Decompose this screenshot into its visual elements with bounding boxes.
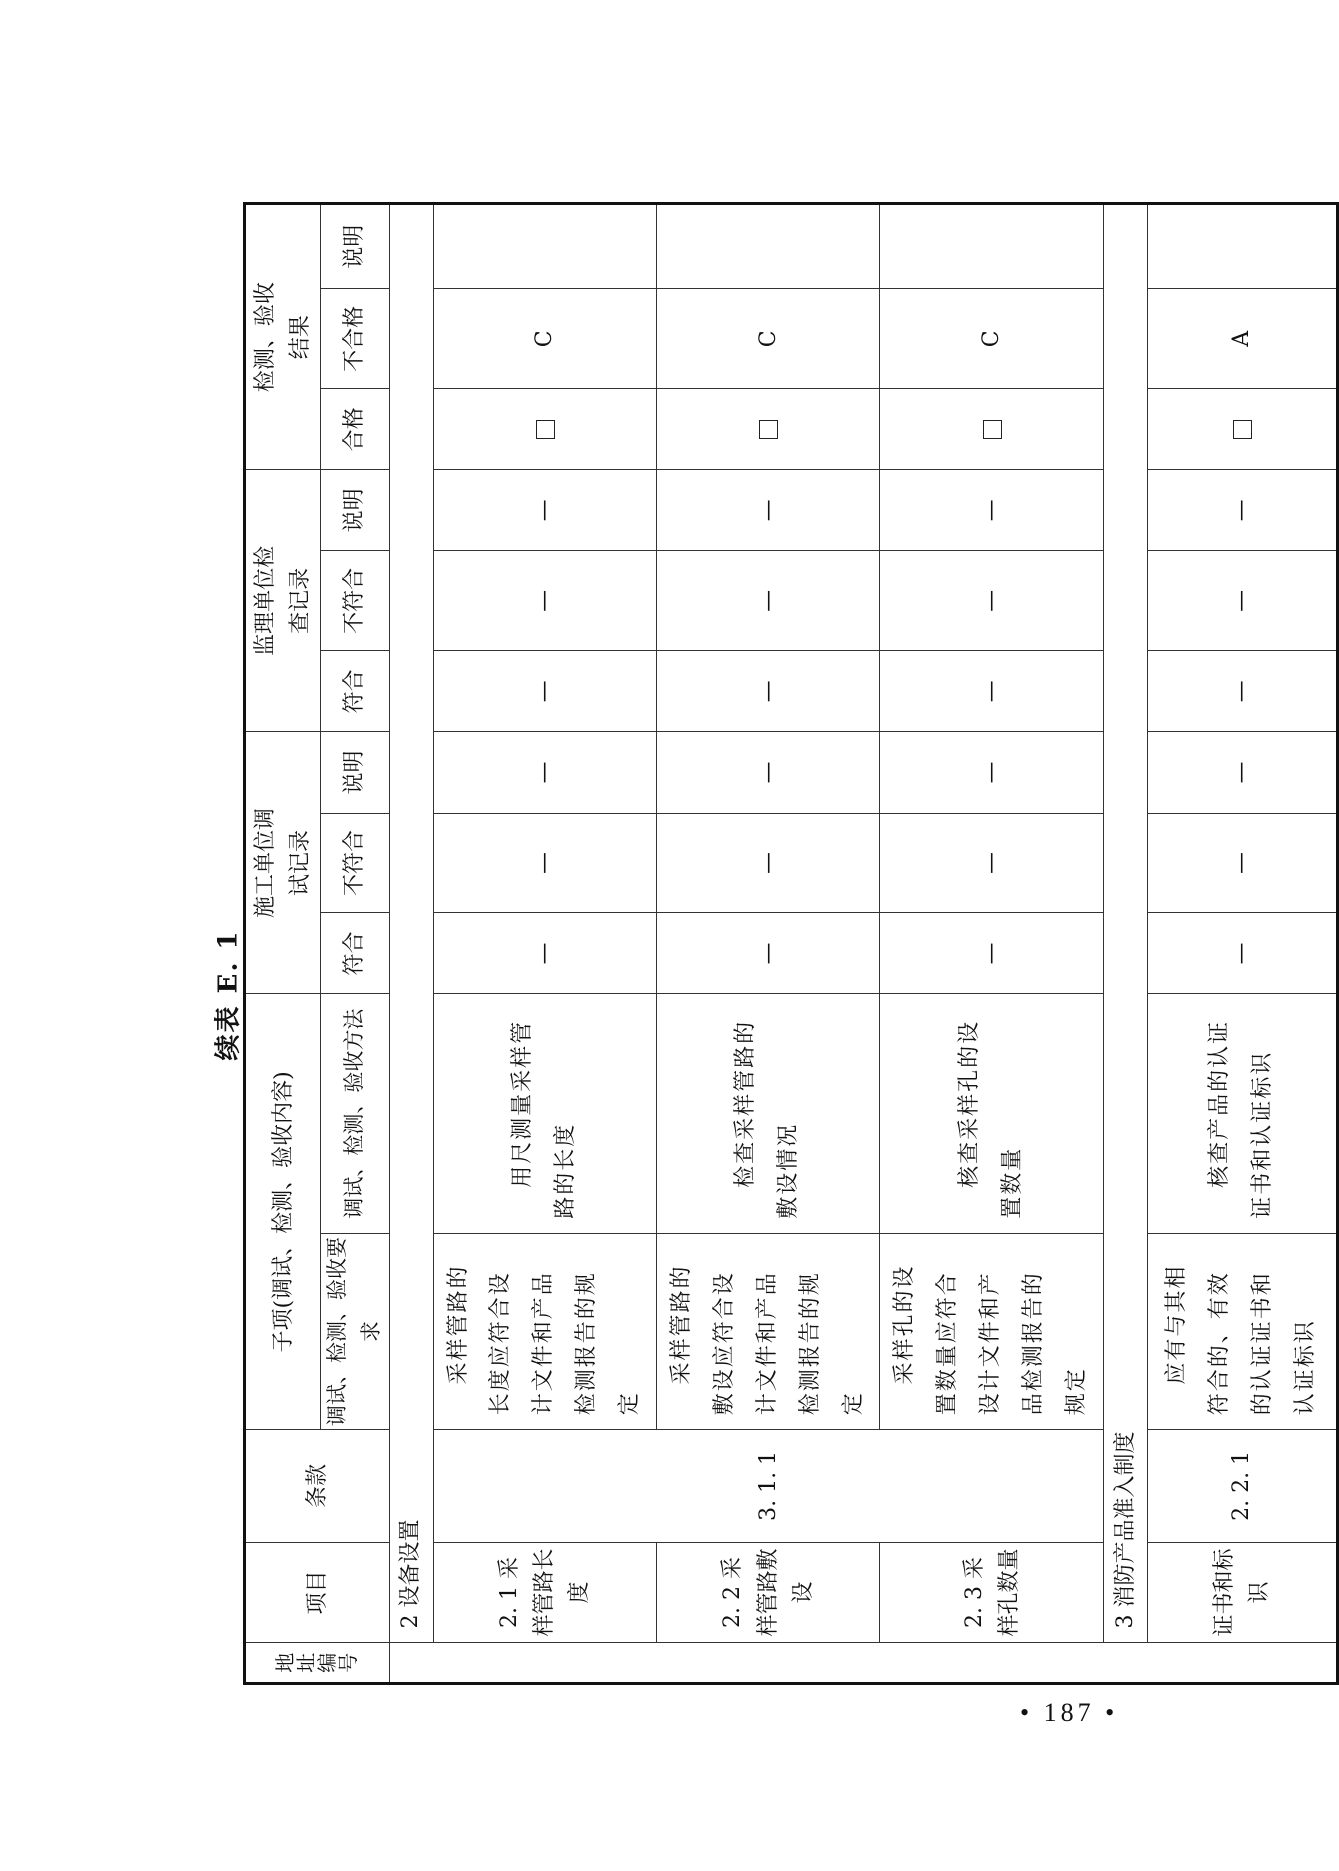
clause-header: 条款 — [245, 1430, 390, 1542]
result-note-cell — [433, 204, 656, 289]
result-header: 检测、验收结果 — [245, 204, 321, 470]
result-qualified-header: 合格 — [321, 389, 389, 470]
method-cell: 核查采样孔的设置数量 — [880, 994, 1103, 1233]
checkbox[interactable] — [1233, 420, 1252, 439]
supervision-nonconform-cell: — — [880, 551, 1103, 651]
address-cell — [1147, 1643, 1337, 1684]
construction-note-header: 说明 — [321, 732, 389, 813]
checkbox[interactable] — [536, 420, 555, 439]
item-cell: 2. 2 采样管路敷设 — [657, 1542, 880, 1643]
supervision-nonconform-cell: — — [433, 551, 656, 651]
rotated-table-frame — [243, 202, 1318, 1685]
construction-nonconform-header: 不符合 — [321, 813, 389, 913]
section-title: 2 设备设置 — [389, 204, 433, 1643]
item-cell: 证书和标识 — [1147, 1542, 1337, 1643]
checkbox[interactable] — [759, 420, 778, 439]
construction-conform-cell: — — [1147, 913, 1337, 994]
address-cell — [657, 1643, 880, 1684]
checkbox[interactable] — [983, 420, 1002, 439]
table-row — [1147, 204, 1337, 1684]
supervision-nonconform-cell: — — [1147, 551, 1337, 651]
supervision-note-cell: — — [657, 470, 880, 551]
clause-cell: 3. 1. 1 — [433, 1430, 1103, 1542]
unqualified-cell: C — [657, 289, 880, 389]
supervision-header: 监理单位检查记录 — [245, 470, 321, 732]
qualified-cell — [880, 389, 1103, 470]
construction-note-cell: — — [1147, 732, 1337, 813]
result-note-header: 说明 — [321, 204, 389, 289]
construction-conform-cell: — — [433, 913, 656, 994]
table-title: 续表 E. 1 — [213, 929, 244, 1061]
construction-nonconform-cell: — — [657, 813, 880, 913]
item-header: 项目 — [245, 1542, 390, 1643]
supervision-conform-cell: — — [1147, 651, 1337, 732]
method-cell: 用尺测量采样管路的长度 — [433, 994, 656, 1233]
qualified-cell — [433, 389, 656, 470]
section-title: 3 消防产品准入制度 — [1103, 204, 1147, 1643]
unqualified-cell: C — [433, 289, 656, 389]
method-header: 调试、检测、验收方法 — [321, 994, 389, 1233]
method-cell: 核查产品的认证证书和认证标识 — [1147, 994, 1337, 1233]
item-cell: 2. 1 采样管路长度 — [433, 1542, 656, 1643]
address-no-header: 地址编号 — [245, 1643, 390, 1684]
clause-cell: 2. 2. 1 — [1147, 1430, 1337, 1542]
construction-note-cell: — — [657, 732, 880, 813]
supervision-note-cell: — — [1147, 470, 1337, 551]
supervision-conform-cell: — — [880, 651, 1103, 732]
supervision-note-header: 说明 — [321, 470, 389, 551]
table-row — [433, 204, 656, 1684]
construction-conform-cell: — — [880, 913, 1103, 994]
address-cell — [1103, 1643, 1147, 1684]
construction-nonconform-cell: — — [1147, 813, 1337, 913]
construction-nonconform-cell: — — [433, 813, 656, 913]
unqualified-cell: A — [1147, 289, 1337, 389]
construction-conform-header: 符合 — [321, 913, 389, 994]
section-row — [389, 204, 433, 1684]
result-note-cell — [880, 204, 1103, 289]
result-unqualified-header: 不合格 — [321, 289, 389, 389]
requirement-cell: 采样孔的设置数量应符合设计文件和产品检测报告的规定 — [880, 1233, 1103, 1430]
requirement-header: 调试、检测、验收要求 — [321, 1233, 389, 1430]
address-cell — [433, 1643, 656, 1684]
method-cell: 检查采样管路的敷设情况 — [657, 994, 880, 1233]
section-row — [1103, 204, 1147, 1684]
construction-note-cell: — — [880, 732, 1103, 813]
rotated-table — [243, 202, 1318, 1685]
supervision-conform-cell: — — [433, 651, 656, 732]
supervision-nonconform-cell: — — [657, 551, 880, 651]
construction-conform-cell: — — [657, 913, 880, 994]
requirement-cell: 采样管路的长度应符合设计文件和产品检测报告的规定 — [433, 1233, 656, 1430]
supervision-conform-header: 符合 — [321, 651, 389, 732]
qualified-cell — [1147, 389, 1337, 470]
page-number: • 187 • — [1020, 1698, 1119, 1727]
header-row-1 — [245, 204, 321, 1684]
construction-header: 施工单位调试记录 — [245, 732, 321, 994]
subitem-header: 子项(调试、检测、验收内容) — [245, 994, 321, 1430]
requirement-cell: 采样管路的敷设应符合设计文件和产品检测报告的规定 — [657, 1233, 880, 1430]
supervision-note-cell: — — [880, 470, 1103, 551]
qualified-cell — [657, 389, 880, 470]
construction-note-cell: — — [433, 732, 656, 813]
inspection-table — [243, 202, 1339, 1685]
supervision-conform-cell: — — [657, 651, 880, 732]
supervision-note-cell: — — [433, 470, 656, 551]
address-cell — [880, 1643, 1103, 1684]
result-note-cell — [1147, 204, 1337, 289]
address-cell — [389, 1643, 433, 1684]
unqualified-cell: C — [880, 289, 1103, 389]
construction-nonconform-cell: — — [880, 813, 1103, 913]
requirement-cell: 应有与其相符合的、有效的认证证书和认证标识 — [1147, 1233, 1337, 1430]
result-note-cell — [657, 204, 880, 289]
supervision-nonconform-header: 不符合 — [321, 551, 389, 651]
item-cell: 2. 3 采样孔数量 — [880, 1542, 1103, 1643]
